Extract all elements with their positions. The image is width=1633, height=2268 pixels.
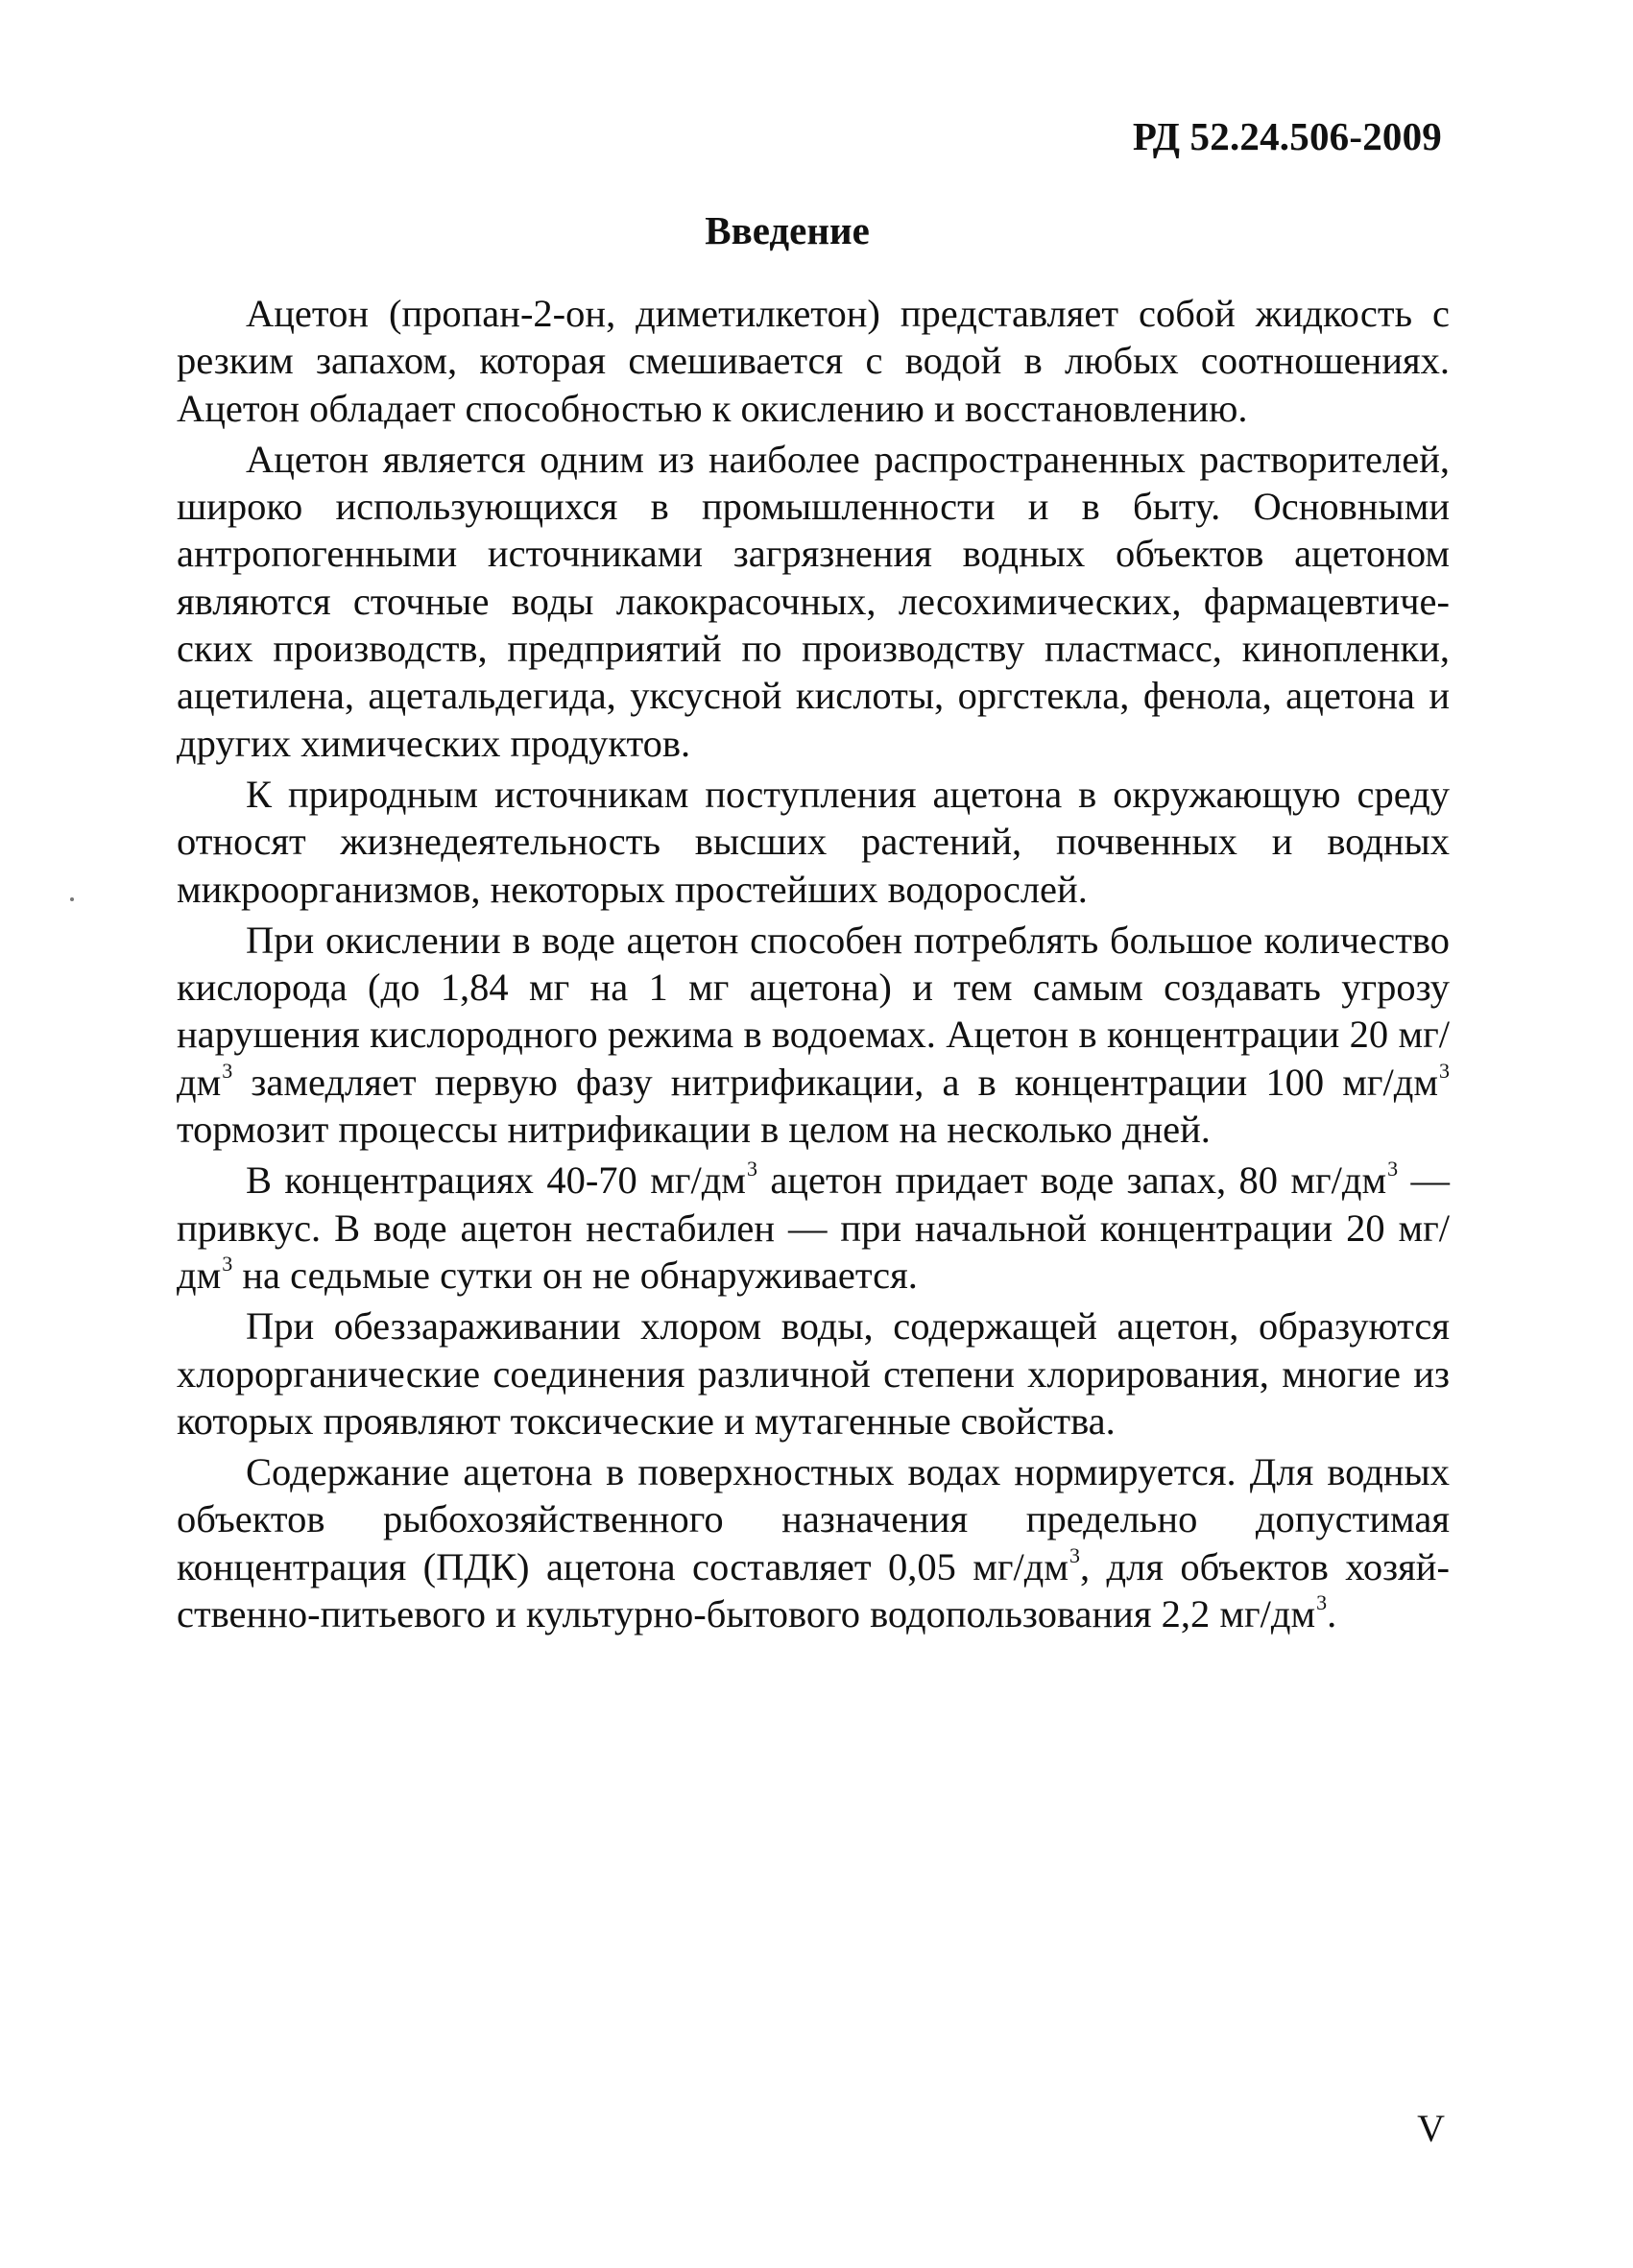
- margin-dot: [70, 897, 74, 901]
- superscript: 3: [1439, 1058, 1450, 1083]
- body-text: [177, 290, 1450, 1637]
- paragraph: Содержание ацетона в поверхностных водах нормируется. Для водных объектов рыбохозяйственного назначения предельно допустимая концентрация (ПДК) ацетона составляет 0,05 $мг/дм^3$, для объектов хозяйственно-питьевого и культурно-бытового водопользования 2,2 $мг/дм^3$.: [177, 1450, 1450, 1636]
- paragraph: В концентрациях 40-70 $мг/дм^3$ ацетон придает воде запах, 80 $мг/дм^3$ — привкус. В воде ацетон нестабилен — при начальной концентрации 20 $мг/дм^3$ на седьмые сутки он не обнаруживается.: [177, 1157, 1450, 1297]
- superscript: 3: [222, 1251, 233, 1276]
- paragraph: При окислении в воде ацетон способен потреблять большое количество кислорода (до 1,84 мг на 1 мг ацетона) и тем самым создавать угрозу нарушения кислородного режима в водоемах. Ацетон в концентрации 20 $мг/дм^3$ замедляет первую фазу нитрификации, а в концентрации 100 $мг/дм^3$ тормозит процессы нитрификации в целом на несколько дней.: [177, 918, 1450, 1152]
- superscript: 3: [1316, 1590, 1328, 1615]
- superscript: 3: [222, 1058, 233, 1083]
- document-code: РД 52.24.506-2009: [1132, 114, 1442, 158]
- superscript: 3: [746, 1157, 757, 1182]
- paragraph: Ацетон является одним из наиболее распространенных растворителей, широко использующихся в промышленности и в быту. Основными антропогенными источниками загрязнения водных объектов ацетоном являются сточные воды лакокрасочных, лесохимических, фармацевтических производств, предприятий по производству пластмасс, кинопленки, ацетилена, ацетальдегида, уксусной кислоты, оргстекла, фенола, ацетона и других химических продуктов.: [177, 437, 1450, 765]
- paragraph: К природным источникам поступления ацетона в окружающую среду относят жизнедеятельность высших растений, почвенных и водных микроорганизмов, некоторых простейших водорослей.: [177, 772, 1450, 911]
- paragraph: При обеззараживании хлором воды, содержащей ацетон, образуются хлорорганические соединения различной степени хлорирования, многие из которых проявляют токсические и мутагенные свойства.: [177, 1304, 1450, 1443]
- paragraph: Ацетон (пропан-2-он, диметилкетон) представляет собой жидкость с резким запахом, которая смешивается с водой в любых соотношениях. Ацетон обладает способностью к окислению и восстановлению.: [177, 292, 1450, 430]
- superscript: 3: [1387, 1157, 1399, 1182]
- page-number: V: [1417, 2107, 1445, 2150]
- superscript: 3: [1069, 1542, 1080, 1567]
- page-title: Введение: [705, 208, 870, 252]
